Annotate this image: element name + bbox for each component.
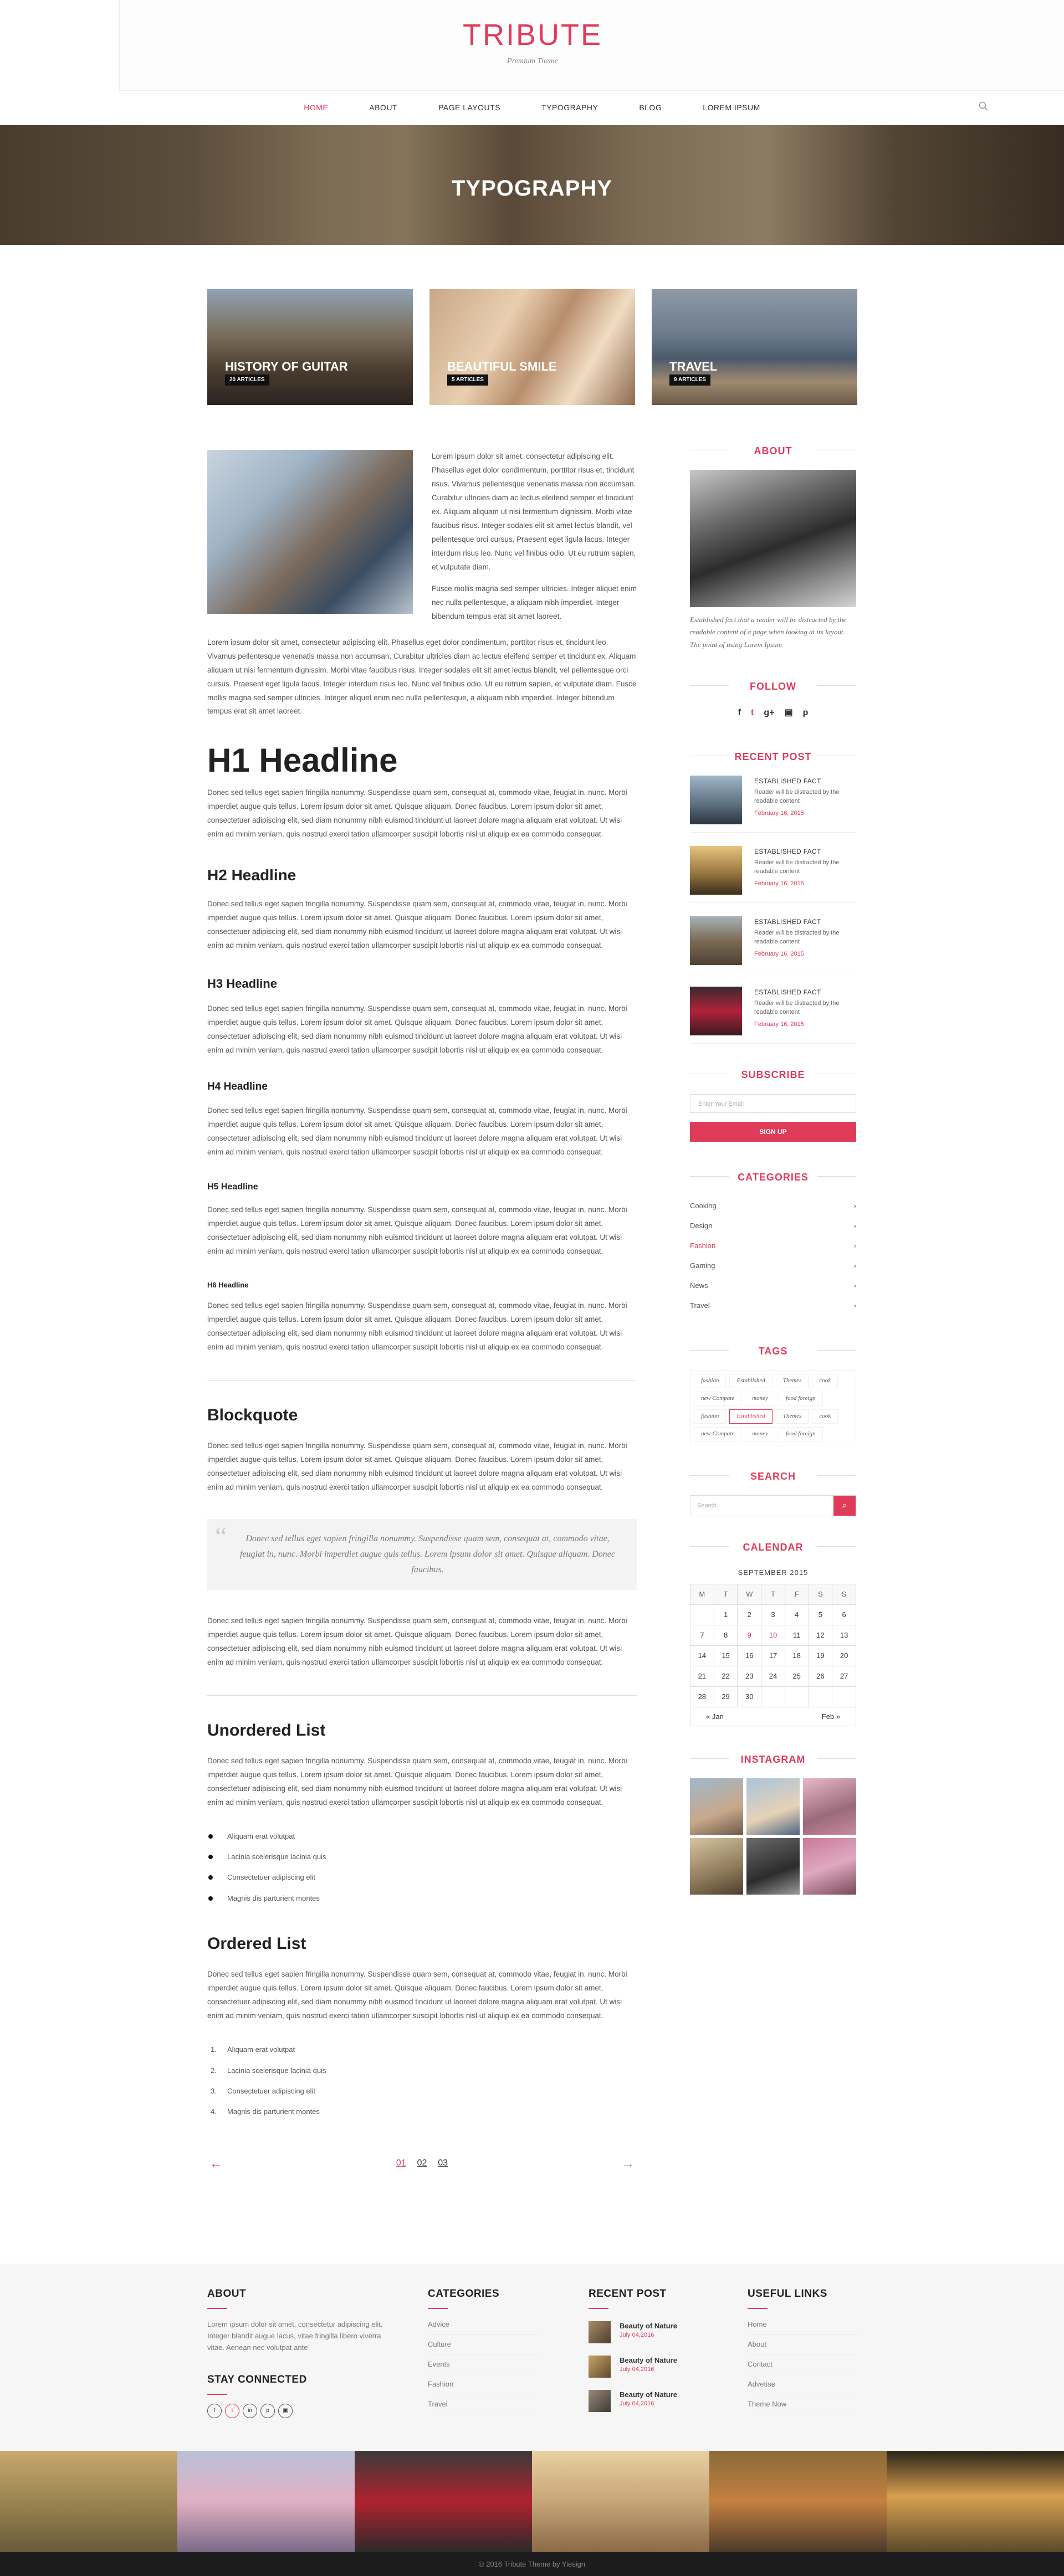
featured-cards	[207, 289, 857, 405]
calendar-day-header: T	[714, 1584, 738, 1604]
body-paragraph: Donec sed tellus eget sapien fringilla nonummy. Suspendisse quam sem, consequat at, commodo vitae, feugiat in, nunc. Morbi imperdiet augue quis tellus. Lorem ipsum dolor sit amet. Quisque aliquam. Donec faucibus. Lorem ipsum dolor sit amet, consectetuer adipiscing elit, sed diam nonummy nibh euismod tincidunt ut laoreet dolore magna aliquam erat volutpat. Ut wisi enim ad minim veniam, quis nostrud exerci tation ullamcorper suscipit lobortis nisl ut aliquip ex ea commodo consequat.	[207, 1970, 627, 2020]
calendar-day-header: S	[809, 1584, 832, 1604]
footer	[0, 2264, 1064, 2451]
quote-icon: “	[215, 1521, 227, 1551]
divider	[207, 1380, 637, 1381]
footer-category-link[interactable]: Fashion	[428, 2374, 539, 2394]
divider	[207, 1695, 637, 1696]
widget-title-about: ABOUT	[690, 442, 856, 460]
page-link[interactable]: 02	[417, 2158, 427, 2168]
calendar-day-header: S	[832, 1584, 856, 1604]
nav-about[interactable]: ABOUT	[369, 103, 397, 112]
calendar-nav	[690, 1707, 856, 1726]
about-image	[690, 470, 856, 607]
h6-headline: H6 Headline	[207, 1280, 249, 1289]
pagination	[207, 2152, 637, 2175]
featured-badge: 5 ARTICLES	[447, 374, 488, 386]
widget-title-search: SEARCH	[690, 1467, 856, 1485]
list-item: 3. Consectetuer adipiscing elit	[211, 2086, 315, 2095]
recent-post-text: Reader will be distracted by the readable content	[754, 788, 840, 805]
main-nav	[0, 91, 1064, 125]
chevron-right-icon: ›	[853, 1301, 856, 1310]
footer-category-link[interactable]: Travel	[428, 2394, 539, 2414]
featured-title[interactable]: TRAVEL	[669, 360, 718, 373]
about-text: Established fact that a reader will be distracted by the readable content of a page when looking at its layout. The point of using Lorem Ipsum	[690, 615, 847, 649]
category-item[interactable]: Travel ›	[690, 1296, 856, 1316]
recent-post[interactable]	[690, 776, 856, 833]
footer-category-link[interactable]: Culture	[428, 2334, 539, 2354]
recent-post-thumb	[690, 846, 742, 895]
calendar-day[interactable]: 11	[785, 1625, 809, 1645]
calendar-day[interactable]: 15	[714, 1645, 738, 1666]
calendar-day[interactable]: 30	[738, 1686, 761, 1707]
calendar-day-header: W	[738, 1584, 761, 1604]
chevron-right-icon: ›	[853, 1281, 856, 1290]
email-field[interactable]: Enter Your Email	[690, 1094, 856, 1113]
footer-photo[interactable]	[0, 2451, 177, 2552]
calendar-day[interactable]: 5	[809, 1604, 832, 1625]
tag[interactable]: new Compate	[694, 1392, 741, 1406]
list-item: Aliquam erat volutpat	[207, 1830, 637, 1843]
tag[interactable]: money	[745, 1392, 775, 1406]
category-item[interactable]: Fashion ›	[690, 1236, 856, 1256]
footer-photo-strip	[0, 2451, 1064, 2552]
recent-post-text: Reader will be distracted by the readable content	[754, 859, 840, 875]
calendar-day	[809, 1686, 832, 1707]
category-item[interactable]: Gaming ›	[690, 1256, 856, 1276]
body-paragraph: Donec sed tellus eget sapien fringilla nonummy. Suspendisse quam sem, consequat at, commodo vitae, feugiat in, nunc. Morbi imperdiet augue quis tellus. Lorem ipsum dolor sit amet. Quisque aliquam. Donec faucibus. Lorem ipsum dolor sit amet, consectetuer adipiscing elit, sed diam nonummy nibh euismod tincidunt ut laoreet dolore magna aliquam erat volutpat. Ut wisi enim ad minim veniam, quis nostrud exerci tation ullamcorper suscipit lobortis nisl ut aliquip ex ea commodo consequat.	[207, 1441, 627, 1491]
tag-cloud	[690, 1370, 856, 1445]
body-paragraph: Donec sed tellus eget sapien fringilla nonummy. Suspendisse quam sem, consequat at, commodo vitae, feugiat in, nunc. Morbi imperdiet augue quis tellus. Lorem ipsum dolor sit amet. Quisque aliquam. Donec faucibus. Lorem ipsum dolor sit amet, consectetuer adipiscing elit, sed diam nonummy nibh euismod tincidunt ut laoreet dolore magna aliquam erat volutpat. Ut wisi enim ad minim veniam, quis nostrud exerci tation ullamcorper suscipit lobortis nisl ut aliquip ex ea commodo consequat.	[207, 1106, 627, 1157]
calendar-day[interactable]: 17	[761, 1645, 785, 1666]
nav-home[interactable]: HOME	[304, 103, 329, 112]
footer-recent-title: RECENT POST	[589, 2285, 677, 2309]
recent-post-title[interactable]: ESTABLISHED FACT	[754, 777, 821, 786]
calendar-day[interactable]: 22	[714, 1666, 738, 1686]
calendar-day[interactable]: 16	[738, 1645, 761, 1666]
calendar-day[interactable]: 7	[690, 1625, 714, 1645]
search-input[interactable]: Search	[697, 1502, 717, 1509]
featured-badge: 20 ARTICLES	[225, 374, 269, 386]
blockquote-title: Blockquote	[207, 1406, 298, 1425]
calendar-day-header: F	[785, 1584, 809, 1604]
footer-about	[207, 2285, 385, 2418]
body-paragraph: Donec sed tellus eget sapien fringilla nonummy. Suspendisse quam sem, consequat at, commodo vitae, feugiat in, nunc. Morbi imperdiet augue quis tellus. Lorem ipsum dolor sit amet. Quisque aliquam. Donec faucibus. Lorem ipsum dolor sit amet, consectetuer adipiscing elit, sed diam nonummy nibh euismod tincidunt ut laoreet dolore magna aliquam erat volutpat. Ut wisi enim ad minim veniam, quis nostrud exerci tation ullamcorper suscipit lobortis nisl ut aliquip ex ea commodo consequat.	[207, 788, 627, 839]
calendar-day[interactable]: 20	[832, 1645, 856, 1666]
list-item: 2. Lacinia scelerisque lacinia quis	[211, 2066, 326, 2075]
chevron-right-icon: ›	[853, 1222, 856, 1230]
calendar-day[interactable]: 27	[832, 1666, 856, 1686]
prev-arrow-icon[interactable]: ←	[209, 2156, 223, 2171]
recent-post-title[interactable]: ESTABLISHED FACT	[754, 918, 821, 926]
widget-title-follow: FOLLOW	[690, 678, 856, 695]
calendar-month: SEPTEMBER 2015	[738, 1568, 809, 1577]
list-item: Magnis dis parturient montes	[207, 1892, 637, 1905]
footer-post[interactable]	[589, 2390, 677, 2412]
pinterest-icon[interactable]: p	[260, 2404, 275, 2418]
h2-headline: H2 Headline	[207, 866, 296, 884]
recent-post-date: February 16, 2015	[754, 880, 804, 887]
featured-image	[429, 289, 635, 405]
featured-badge: 9 ARTICLES	[669, 374, 710, 386]
footer-links-title: USEFUL LINKS	[748, 2285, 858, 2309]
calendar-day[interactable]: 21	[690, 1666, 714, 1686]
tag[interactable]: cook	[812, 1374, 838, 1388]
footer-categories-title: CATEGORIES	[428, 2285, 539, 2309]
calendar-day	[690, 1604, 714, 1625]
unordered-list-title: Unordered List	[207, 1721, 326, 1739]
tag[interactable]: new Compate	[694, 1427, 741, 1441]
list-item: 1. Aliquam erat volutpat	[211, 2045, 295, 2054]
featured-image	[652, 289, 857, 405]
footer-post[interactable]	[589, 2321, 677, 2343]
footer-post-thumb	[589, 2356, 611, 2378]
recent-post-date: February 16, 2015	[754, 950, 804, 957]
footer-post-thumb	[589, 2321, 611, 2343]
search-icon[interactable]: ⌕	[833, 1496, 856, 1516]
ordered-list-title: Ordered List	[207, 1934, 306, 1953]
quote-text: Donec sed tellus eget sapien fringilla nonummy. Suspendisse quam sem, consequat at, commodo vitae, feugiat in, nunc. Morbi imperdiet augue quis tellus. Lorem ipsum dolor sit amet. Quisque aliquam. Donec faucibus.	[240, 1533, 615, 1574]
footer-link[interactable]: Contact	[748, 2354, 858, 2374]
sign-up-button[interactable]: SIGN UP	[690, 1122, 856, 1142]
body-paragraph: Donec sed tellus eget sapien fringilla nonummy. Suspendisse quam sem, consequat at, commodo vitae, feugiat in, nunc. Morbi imperdiet augue quis tellus. Lorem ipsum dolor sit amet. Quisque aliquam. Donec faucibus. Lorem ipsum dolor sit amet, consectetuer adipiscing elit, sed diam nonummy nibh euismod tincidunt ut laoreet dolore magna aliquam erat volutpat. Ut wisi enim ad minim veniam, quis nostrud exerci tation ullamcorper suscipit lobortis nisl ut aliquip ex ea commodo consequat.	[207, 1616, 627, 1666]
featured-card[interactable]	[429, 289, 635, 405]
intro-image	[207, 450, 413, 614]
calendar-day[interactable]: 10	[761, 1625, 785, 1645]
recent-post-title[interactable]: ESTABLISHED FACT	[754, 988, 821, 997]
calendar-day[interactable]: 18	[785, 1645, 809, 1666]
list-item: 4. Magnis dis parturient montes	[211, 2107, 320, 2116]
instagram-icon[interactable]: ▣	[278, 2404, 293, 2418]
facebook-icon[interactable]: f	[738, 708, 741, 718]
category-item[interactable]: Design ›	[690, 1216, 856, 1236]
main-content	[207, 450, 637, 2175]
widget-title-calendar: CALENDAR	[690, 1538, 856, 1556]
tag[interactable]: food foreign	[779, 1392, 823, 1406]
footer-link[interactable]: Advetise	[748, 2374, 858, 2394]
footer-post-date: July 04,2016	[620, 2400, 654, 2408]
calendar-day[interactable]: 24	[761, 1666, 785, 1686]
body-paragraph: Donec sed tellus eget sapien fringilla nonummy. Suspendisse quam sem, consequat at, commodo vitae, feugiat in, nunc. Morbi imperdiet augue quis tellus. Lorem ipsum dolor sit amet. Quisque aliquam. Donec faucibus. Lorem ipsum dolor sit amet, consectetuer adipiscing elit, sed diam nonummy nibh euismod tincidunt ut laoreet dolore magna aliquam erat volutpat. Ut wisi enim ad minim veniam, quis nostrud exerci tation ullamcorper suscipit lobortis nisl ut aliquip ex ea commodo consequat.	[207, 899, 627, 950]
widget-title-subscribe: SUBSCRIBE	[690, 1066, 856, 1084]
instagram-grid	[690, 1778, 856, 1895]
footer-about-text: Lorem ipsum dolor sit amet, consectetur adipiscing elit. Integer blandit augue lacus, vitae fringilla libero viverra vitae. Aenean nec volutpat ante	[207, 2320, 383, 2352]
recent-post[interactable]	[690, 987, 856, 1044]
hero-banner	[0, 125, 1064, 245]
footer-photo[interactable]	[177, 2451, 355, 2552]
intro-paragraph: Lorem ipsum dolor sit amet, consectetur adipiscing elit. Phasellus eget dolor condimentum, porttitor risus et, tincidunt risus. Vivamus pellentesque venenatis massa non accumsan. Curabitur ultricies diam ac lectus eleifend semper et tincidunt ex. Aliquam aliquam ut nisi fermentum dignissim. Morbi vitae faucibus risus. Integer sodales elit sit amet lectus blandit, vel pellentesque orci cursus. Praesent eget ligula lacus. Integer interdum risus leo. Nunc vel finibus odio. Ut eu rutrum sapien, et vulputate diam.	[432, 452, 636, 571]
footer-about-title: ABOUT	[207, 2285, 385, 2309]
calendar-day[interactable]: 2	[738, 1604, 761, 1625]
calendar-day[interactable]: 14	[690, 1645, 714, 1666]
recent-post-thumb	[690, 916, 742, 965]
list-item: Lacinia scelerisque lacinia quis	[207, 1850, 637, 1863]
instagram-photo[interactable]	[803, 1838, 856, 1895]
chevron-right-icon: ›	[853, 1202, 856, 1210]
blockquote	[207, 1519, 637, 1590]
page-link[interactable]: 03	[438, 2158, 448, 2168]
chevron-right-icon: ›	[853, 1261, 856, 1270]
calendar-day[interactable]: 1	[714, 1604, 738, 1625]
instagram-icon[interactable]: ▣	[784, 708, 793, 718]
recent-post-date: February 16, 2015	[754, 809, 804, 817]
footer-photo[interactable]	[355, 2451, 532, 2552]
calendar-day[interactable]: 29	[714, 1686, 738, 1707]
logo[interactable]	[120, 20, 945, 68]
category-item[interactable]: News ›	[690, 1276, 856, 1296]
footer-category-link[interactable]: Events	[428, 2354, 539, 2374]
chevron-right-icon: ›	[853, 1241, 856, 1250]
calendar-prev[interactable]: « Jan	[706, 1712, 724, 1721]
footer-post-date: July 04,2016	[620, 2366, 654, 2373]
footer-post-thumb	[589, 2390, 611, 2412]
footer-category-link[interactable]: Advice	[428, 2315, 539, 2334]
recent-post-thumb	[690, 776, 742, 824]
linkedin-icon[interactable]: in	[243, 2404, 257, 2418]
site-subtitle: Premium Theme	[507, 57, 558, 65]
h1-headline: H1 Headline	[207, 742, 398, 779]
tag[interactable]: fashion	[694, 1409, 726, 1424]
h4-headline: H4 Headline	[207, 1081, 268, 1093]
calendar-day[interactable]: 8	[714, 1625, 738, 1645]
recent-post-date: February 16, 2015	[754, 1020, 804, 1028]
social-icons	[690, 705, 856, 721]
tag[interactable]: Established	[729, 1374, 772, 1388]
calendar-day[interactable]: 25	[785, 1666, 809, 1686]
nav-lorem-ipsum[interactable]: LOREM IPSUM	[703, 103, 760, 112]
calendar-day[interactable]: 13	[832, 1625, 856, 1645]
category-item[interactable]: Cooking ›	[690, 1196, 856, 1216]
footer-categories	[428, 2285, 539, 2414]
recent-post[interactable]	[690, 916, 856, 973]
footer-photo[interactable]	[887, 2451, 1064, 2552]
instagram-photo[interactable]	[746, 1838, 800, 1895]
footer-link[interactable]: Theme Now	[748, 2394, 858, 2414]
search-widget	[690, 1495, 856, 1516]
calendar-day[interactable]: 4	[785, 1604, 809, 1625]
next-arrow-icon[interactable]: →	[621, 2156, 635, 2171]
calendar-day[interactable]: 6	[832, 1604, 856, 1625]
widget-title-categories: CATEGORIES	[690, 1168, 856, 1186]
calendar-day	[785, 1686, 809, 1707]
intro-paragraph: Lorem ipsum dolor sit amet, consectetur adipiscing elit. Phasellus eget dolor condimentum, porttitor risus et, tincidunt leo. Vivamus pellentesque venenatis massa non accumsan. Curabitur ultricies diam ac lectus eleifend semper et tincidunt ex. Aliquam aliquam ut nisi fermentum dignissim. Morbi vitae faucibus risus. Integer sodales elit sit amet lectus blandit, vel pellentesque orci cursus. Praesent eget ligula lacus. Integer interdum risus leo. Nunc vel finibus odio. Ut eu rutrum sapien, et vulputate diam. Fusce mollis magna sed semper ultricies. Integer aliquet enim nec nulla pellentesque, a aliquam nibh imperdiet. Integer bibendum tempus erat sit amet laoreet.	[207, 638, 637, 716]
tag[interactable]: Themes	[776, 1374, 809, 1388]
widget-title-tags: TAGS	[690, 1342, 856, 1360]
body-paragraph: Donec sed tellus eget sapien fringilla nonummy. Suspendisse quam sem, consequat at, commodo vitae, feugiat in, nunc. Morbi imperdiet augue quis tellus. Lorem ipsum dolor sit amet. Quisque aliquam. Donec faucibus. Lorem ipsum dolor sit amet, consectetuer adipiscing elit, sed diam nonummy nibh euismod tincidunt ut laoreet dolore magna aliquam erat volutpat. Ut wisi enim ad minim veniam, quis nostrud exerci tation ullamcorper suscipit lobortis nisl ut aliquip ex ea commodo consequat.	[207, 1205, 627, 1255]
footer-links	[748, 2285, 858, 2414]
featured-card[interactable]	[652, 289, 857, 405]
nav-typography[interactable]: TYPOGRAPHY	[541, 103, 598, 112]
calendar-day[interactable]: 23	[738, 1666, 761, 1686]
tag[interactable]: Established	[729, 1409, 772, 1424]
pinterest-icon[interactable]: p	[802, 708, 809, 718]
list-item: Consectetuer adipiscing elit	[207, 1871, 637, 1884]
facebook-icon[interactable]: f	[207, 2404, 222, 2418]
intro-paragraph: Fusce mollis magna sed semper ultricies. Integer aliquet enim nec nulla pellentesque, a aliquam nibh imperdiet. Integer bibendum tempus erat sit amet laoreet.	[432, 584, 637, 620]
body-paragraph: Donec sed tellus eget sapien fringilla nonummy. Suspendisse quam sem, consequat at, commodo vitae, feugiat in, nunc. Morbi imperdiet augue quis tellus. Lorem ipsum dolor sit amet. Quisque aliquam. Donec faucibus. Lorem ipsum dolor sit amet, consectetuer adipiscing elit, sed diam nonummy nibh euismod tincidunt ut laoreet dolore magna aliquam erat volutpat. Ut wisi enim ad minim veniam, quis nostrud exerci tation ullamcorper suscipit lobortis nisl ut aliquip ex ea commodo consequat.	[207, 1301, 627, 1352]
h3-headline: H3 Headline	[207, 976, 277, 991]
page-link[interactable]: 01	[396, 2158, 406, 2168]
tag[interactable]: Themes	[776, 1409, 809, 1424]
tag[interactable]: cook	[812, 1409, 838, 1424]
instagram-photo[interactable]	[690, 1778, 743, 1835]
widget-title-recent: RECENT POST	[690, 748, 856, 766]
calendar-day-header: M	[690, 1584, 714, 1604]
calendar	[690, 1584, 856, 1707]
nav-blog[interactable]: BLOG	[639, 103, 662, 112]
footer-link[interactable]: Home	[748, 2315, 858, 2334]
recent-post-thumb	[690, 987, 742, 1035]
header	[119, 0, 1064, 91]
featured-title[interactable]: BEAUTIFUL SMILE	[447, 360, 557, 373]
footer-post-title[interactable]: Beauty of Nature	[620, 2322, 678, 2331]
instagram-photo[interactable]	[803, 1778, 856, 1835]
tag[interactable]: fashion	[694, 1374, 726, 1388]
featured-image	[207, 289, 413, 405]
footer-recent	[589, 2285, 677, 2412]
calendar-day[interactable]: 9	[738, 1625, 761, 1645]
calendar-day	[761, 1686, 785, 1707]
footer-photo[interactable]	[709, 2451, 887, 2552]
footer-social-icons	[207, 2404, 385, 2418]
recent-post[interactable]	[690, 846, 856, 903]
unordered-list	[207, 1830, 637, 1905]
calendar-next[interactable]: Feb »	[821, 1712, 840, 1721]
body-paragraph: Donec sed tellus eget sapien fringilla nonummy. Suspendisse quam sem, consequat at, commodo vitae, feugiat in, nunc. Morbi imperdiet augue quis tellus. Lorem ipsum dolor sit amet. Quisque aliquam. Donec faucibus. Lorem ipsum dolor sit amet, consectetuer adipiscing elit, sed diam nonummy nibh euismod tincidunt ut laoreet dolore magna aliquam erat volutpat. Ut wisi enim ad minim veniam, quis nostrud exerci tation ullamcorper suscipit lobortis nisl ut aliquip ex ea commodo consequat.	[207, 1004, 627, 1055]
calendar-day[interactable]: 12	[809, 1625, 832, 1645]
site-title[interactable]: TRIBUTE	[462, 18, 602, 52]
google-plus-icon[interactable]: g+	[764, 708, 775, 718]
tag[interactable]: money	[745, 1427, 775, 1441]
featured-card[interactable]	[207, 289, 413, 405]
sidebar	[690, 442, 856, 1895]
calendar-day[interactable]: 3	[761, 1604, 785, 1625]
recent-post-title[interactable]: ESTABLISHED FACT	[754, 848, 821, 856]
recent-post-text: Reader will be distracted by the readable content	[754, 999, 840, 1016]
instagram-photo[interactable]	[746, 1778, 800, 1835]
footer-post-title[interactable]: Beauty of Nature	[620, 2390, 678, 2399]
calendar-day[interactable]: 26	[809, 1666, 832, 1686]
search-icon[interactable]	[978, 101, 989, 112]
stay-connected-title: STAY CONNECTED	[207, 2370, 385, 2395]
hero-title: TYPOGRAPHY	[451, 176, 613, 201]
recent-post-text: Reader will be distracted by the readable content	[754, 929, 840, 946]
footer-photo[interactable]	[532, 2451, 709, 2552]
copyright: © 2016 Tribute Theme by Yiesign	[0, 2552, 1064, 2576]
calendar-day	[832, 1686, 856, 1707]
ordered-list	[207, 2043, 637, 2118]
nav-page-layouts[interactable]: PAGE LAYOUTS	[438, 103, 501, 112]
tag[interactable]: food foreign	[779, 1427, 823, 1441]
footer-post-date: July 04,2016	[620, 2332, 654, 2339]
calendar-day-header: T	[761, 1584, 785, 1604]
instagram-photo[interactable]	[690, 1838, 743, 1895]
footer-post[interactable]	[589, 2356, 677, 2378]
widget-title-instagram: INSTAGRAM	[690, 1751, 856, 1768]
calendar-day[interactable]: 19	[809, 1645, 832, 1666]
twitter-icon[interactable]: t	[750, 708, 754, 718]
featured-title[interactable]: HISTORY OF GUITAR	[225, 360, 348, 373]
footer-link[interactable]: About	[748, 2334, 858, 2354]
body-paragraph: Donec sed tellus eget sapien fringilla nonummy. Suspendisse quam sem, consequat at, commodo vitae, feugiat in, nunc. Morbi imperdiet augue quis tellus. Lorem ipsum dolor sit amet. Quisque aliquam. Donec faucibus. Lorem ipsum dolor sit amet, consectetuer adipiscing elit, sed diam nonummy nibh euismod tincidunt ut laoreet dolore magna aliquam erat volutpat. Ut wisi enim ad minim veniam, quis nostrud exerci tation ullamcorper suscipit lobortis nisl ut aliquip ex ea commodo consequat.	[207, 1756, 627, 1807]
h5-headline: H5 Headline	[207, 1182, 258, 1192]
twitter-icon[interactable]: t	[225, 2404, 239, 2418]
footer-post-title[interactable]: Beauty of Nature	[620, 2356, 678, 2365]
calendar-day[interactable]: 28	[690, 1686, 714, 1707]
